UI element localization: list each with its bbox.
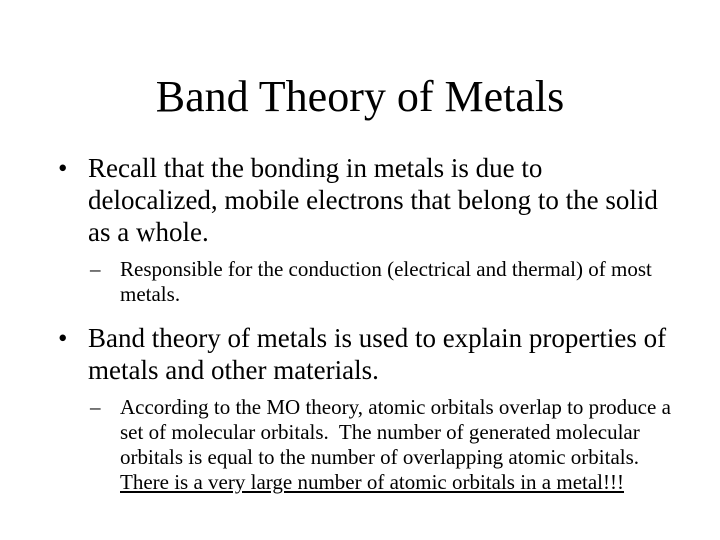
sub-bullet-marker: – bbox=[90, 257, 101, 281]
sub-bullet-1-text: Responsible for the conduction (electrical and thermal) of most metals. bbox=[120, 257, 652, 306]
bullet-2 bbox=[54, 322, 674, 386]
sub-bullet-2-text: According to the MO theory, atomic orbitals overlap to produce a set of molecular orbitals. The number of generated molecular orbitals is equal to the number of overlapping atomic orbitals. bbox=[120, 395, 677, 469]
bullet-2-text: Band theory of metals is used to explain properties of metals and other materials. bbox=[88, 323, 667, 385]
slide-title: Band Theory of Metals bbox=[155, 72, 565, 121]
bullet-1 bbox=[54, 152, 674, 248]
sub-bullet-marker: – bbox=[90, 395, 101, 419]
slide-content bbox=[54, 152, 677, 495]
sub-bullet-1 bbox=[54, 257, 674, 307]
sub-bullet-2-emphasis: There is a very large number of atomic orbitals in a metal!!! bbox=[120, 470, 624, 494]
bullet-marker: • bbox=[58, 323, 68, 353]
sub-bullet-2 bbox=[54, 395, 677, 495]
spacer bbox=[54, 307, 674, 322]
bullet-marker: • bbox=[58, 153, 68, 183]
bullet-1-text: Recall that the bonding in metals is due to delocalized, mobile electrons that belong to the solid as a whole. bbox=[88, 153, 658, 247]
